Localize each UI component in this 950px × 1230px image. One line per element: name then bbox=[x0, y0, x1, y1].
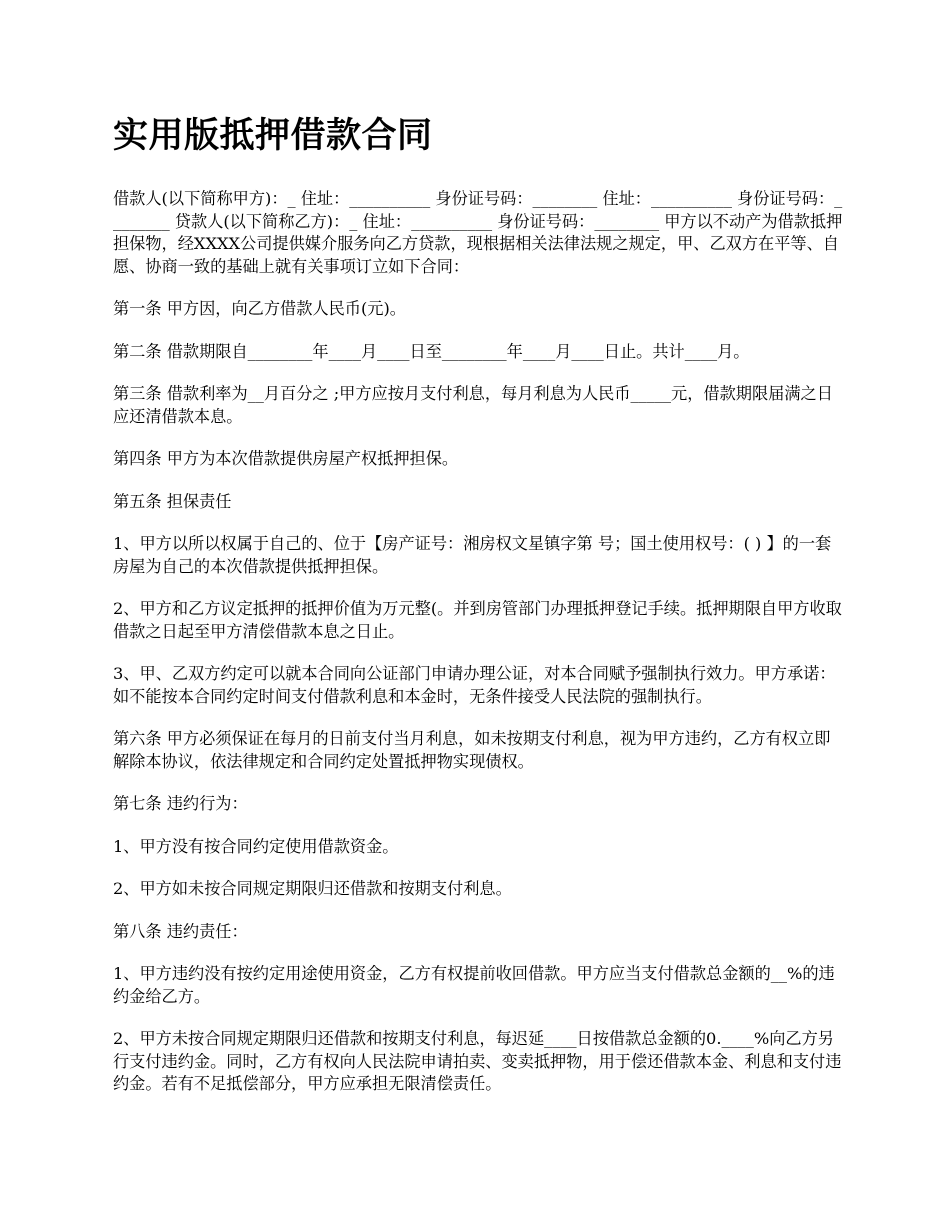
article-3: 第三条 借款利率为__月百分之 ;甲方应按月支付利息，每月利息为人民币_____元，借款期限届满之日应还清借款本息。 bbox=[113, 384, 833, 426]
document-page bbox=[113, 112, 843, 1116]
article-8-clause-2: 2、甲方未按合同规定期限归还借款和按期支付利息，每迟延____日按借款总金额的0.____%向乙方另行支付违约金。同时，乙方有权向人民法院申请拍卖、变卖抵押物，用于偿还借款本金、利息和支付违约金。若有不足抵偿部分，甲方应承担无限清偿责任。 bbox=[113, 1029, 842, 1093]
article-6: 第六条 甲方必须保证在每月的日前支付当月利息，如未按期支付利息，视为甲方违约，乙方有权立即解除本协议，依法律规定和合同约定处置抵押物实现债权。 bbox=[113, 729, 831, 771]
article-2: 第二条 借款期限自________年____月____日至________年____月____日止。共计____月。 bbox=[113, 341, 750, 361]
article-8-heading: 第八条 违约责任： bbox=[113, 921, 248, 941]
article-7-clause-1: 1、甲方没有按合同约定使用借款资金。 bbox=[113, 836, 399, 856]
preamble-paragraph: 借款人(以下简称甲方)：_ 住址：__________ 身份证号码：________ 住址：__________ 身份证号码：________ 贷款人(以下简称乙方)：_ 住址：__________ 身份证号码：________ 甲方以不动产为借款抵押担保物，经XXXX公司提供媒介服务向乙方贷款，现根据相关法律法规之规定，甲、乙双方在平等、自愿、协商一致的基础上就有关事项订立如下合同： bbox=[113, 189, 843, 276]
article-5-clause-1: 1、甲方以所以权属于自己的、位于【房产证号：湘房权文星镇字第 号；国土使用权号：( ) 】的一套房屋为自己的本次借款提供抵押担保。 bbox=[113, 534, 832, 576]
article-7-heading: 第七条 违约行为： bbox=[113, 794, 248, 813]
article-4: 第四条 甲方为本次借款提供房屋产权抵押担保。 bbox=[113, 449, 459, 468]
article-8-clause-1: 1、甲方违约没有按约定用途使用资金，乙方有权提前收回借款。甲方应当支付借款总金额的__%的违约金给乙方。 bbox=[113, 964, 835, 1006]
article-1: 第一条 甲方因，向乙方借款人民币(元)。 bbox=[113, 299, 406, 318]
article-5-heading: 第五条 担保责任 bbox=[113, 491, 232, 511]
article-7-clause-2: 2、甲方如未按合同规定期限归还借款和按期支付利息。 bbox=[113, 879, 512, 898]
document-title: 实用版抵押借款合同 bbox=[113, 115, 433, 156]
article-5-clause-3: 3、甲、乙双方约定可以就本合同向公证部门申请办理公证，对本合同赋予强制执行效力。甲方承诺：如不能按本合同约定时间支付借款利息和本金时，无条件接受人民法院的强制执行。 bbox=[113, 664, 836, 706]
article-5-clause-2: 2、甲方和乙方议定抵押的抵押价值为万元整(。并到房管部门办理抵押登记手续。抵押期限自甲方收取借款之日起至甲方清偿借款本息之日止。 bbox=[113, 599, 842, 641]
